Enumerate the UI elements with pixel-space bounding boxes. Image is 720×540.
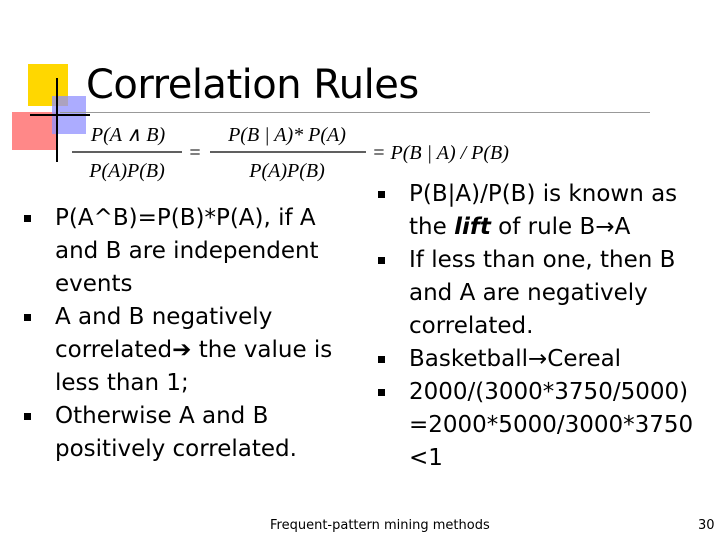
- bullet-square-icon: [24, 215, 31, 222]
- right-bullet-3: [378, 343, 700, 376]
- title-underline: [60, 112, 650, 113]
- lift-term: lift: [454, 214, 491, 240]
- arrow-icon: ➔: [172, 337, 192, 363]
- left-bullet-3-text: Otherwise A and B positively correlated.: [55, 403, 297, 462]
- horizontal-line: [30, 114, 90, 116]
- right-column: [378, 178, 700, 475]
- bullet-square-icon: [378, 257, 385, 264]
- slide-footer: Frequent-pattern mining methods: [270, 518, 490, 533]
- vertical-line: [56, 78, 58, 162]
- slide-title: Correlation Rules: [86, 62, 419, 108]
- right-bullet-1: [378, 178, 700, 244]
- bullet-square-icon: [378, 389, 385, 396]
- left-bullet-2-pre: A and B negatively correlated: [55, 304, 273, 363]
- right-bullet-3-pre: Basketball: [409, 346, 528, 372]
- left-bullet-3: [24, 400, 344, 466]
- formula-mid-numerator: P(B | A)* P(A): [228, 124, 346, 146]
- left-bullet-1-text: P(A^B)=P(B)*P(A), if A and B are independent events: [55, 205, 319, 297]
- right-bullet-3-post: Cereal: [547, 346, 622, 372]
- formula-equals: =: [189, 142, 201, 164]
- formula-lhs-denominator: P(A)P(B): [89, 160, 165, 182]
- arrow-icon: →: [528, 346, 548, 372]
- left-bullet-2: [24, 301, 344, 400]
- right-bullet-2-text: If less than one, then B and A are negatively correlated.: [409, 247, 676, 339]
- right-bullet-2: [378, 244, 700, 343]
- left-column: [24, 202, 344, 466]
- arrow-icon: →: [595, 214, 615, 240]
- right-bullet-1-pre: P(B|A)/P(B) is known as the: [409, 181, 678, 240]
- bullet-square-icon: [24, 314, 31, 321]
- red-square: [12, 112, 56, 150]
- bullet-square-icon: [24, 413, 31, 420]
- right-bullet-1-tail: A: [614, 214, 631, 240]
- formula-rhs: = P(B | A) / P(B): [372, 142, 509, 164]
- right-bullet-1-post: of rule B: [490, 214, 596, 240]
- left-bullet-1: [24, 202, 344, 301]
- formula-mid-denominator: P(A)P(B): [249, 160, 325, 182]
- right-bullet-4: [378, 376, 700, 475]
- left-bullet-2-post: the value is less than 1;: [55, 337, 333, 396]
- right-bullet-4-text: 2000/(3000*3750/5000)=2000*5000/3000*3750<1: [409, 379, 694, 471]
- bullet-square-icon: [378, 356, 385, 363]
- formula-lhs-numerator: P(A ∧ B): [90, 124, 166, 146]
- page-number: 30: [698, 518, 715, 533]
- bullet-square-icon: [378, 191, 385, 198]
